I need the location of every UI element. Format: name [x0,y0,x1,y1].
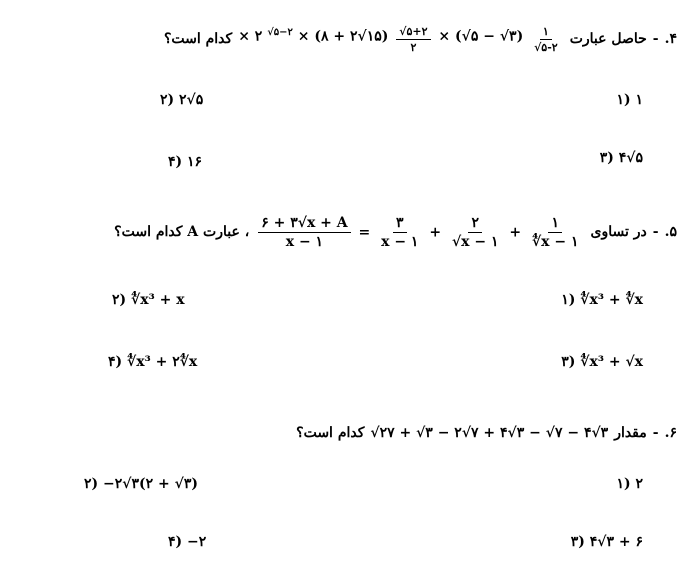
expr-sq-frac: $\frac{√۵+۲}{۲}$ [396,25,430,54]
option-1[interactable]: ۱) ∜x³ + ∜x [561,292,643,308]
expr-part1: (√۵ − √۳) [455,28,524,45]
option-2[interactable]: ۲) ۲√۵ [160,92,204,108]
expr-frac-3: $\frac{۳}{x - ۱}$ [381,214,419,250]
expr-frac-2: $\frac{۲}{√x - ۱}$ [451,214,499,250]
expr-part5: × ۲ [238,28,263,45]
question-5: ۵ . - در تساوی $\frac{۶ + ۳√x + A}{x - ۱}$ = $\frac{۳}{x - ۱}$ + $\frac{۲}{√x - ۱}$ + $\frac{۱}{∜x - ۱}$ ، عبارت A کدام است؟ [114,214,677,250]
option-1[interactable]: ۱) ۱ [616,92,643,108]
question-number: ۵ [669,224,677,240]
option-3[interactable]: ۳) ∜x³ + √x [561,354,643,370]
expr-top-frac: $\frac{۱}{√۵-۲}$ [534,24,558,54]
question-6: ۶ . - مقدار √۲۷ + √۳ − ۲√۷ + ۴√۳ − √۷ − ۴√۳ کدام است؟ [296,425,677,441]
question-prefix: در تساوی [590,224,647,240]
question-4: ۴ . - حاصل عبارت × ۲ $^{√۵-۲}$ × (۸ + ۲√۱۵) $\frac{√۵+۲}{۲}$ × (√۵ − √۳) $\frac{۱}{√۵-۲}$ کدام است؟ [163,24,677,54]
expr-part4: √۵−۲ [267,26,293,38]
option-3[interactable]: ۳) ۴√۵ [599,150,643,166]
question-expression: × ۲ $^{√۵-۲}$ × (۸ + ۲√۱۵) $\frac{√۵+۲}{۲}$ × (√۵ − √۳) $\frac{۱}{√۵-۲}$ [238,25,564,54]
question-expression: √۲۷ + √۳ − ۲√۷ + ۴√۳ − √۷ − ۴√۳ [370,425,609,441]
option-2[interactable]: ۲) −۲√۳(۲ + √۳) [84,476,198,492]
question-prefix: مقدار [614,425,647,441]
question-suffix: کدام است؟ [163,31,233,47]
question-prefix: حاصل عبارت [569,31,647,47]
question-suffix: ، عبارت A کدام است؟ [114,224,250,240]
expr-frac-4: $\frac{۶ + ۳√x + A}{x - ۱}$ [258,215,350,250]
option-1[interactable]: ۱) ۲ [616,476,643,492]
expr-part2: × (۸ + ۲√۱۵) [297,28,389,45]
option-4[interactable]: ۴) ۱۶ [168,154,203,170]
option-3[interactable]: ۳) ۴√۳ + ۶ [570,534,643,550]
question-number: ۴ [669,31,677,47]
expr-frac-1: $\frac{۱}{∜x - ۱}$ [531,214,579,250]
question-expression: $\frac{۶ + ۳√x + A}{x - ۱}$ = $\frac{۳}{x - ۱}$ + $\frac{۲}{√x - ۱}$ + $\frac{۱}{∜x - ۱}$ [255,215,584,250]
question-suffix: کدام است؟ [296,425,365,441]
question-number: ۶ [669,425,677,441]
option-4[interactable]: ۴) ∜x³ + ۲∜x [108,354,198,370]
option-4[interactable]: ۴) −۲ [168,534,207,550]
option-2[interactable]: ۲) ∜x³ + x [112,292,185,308]
